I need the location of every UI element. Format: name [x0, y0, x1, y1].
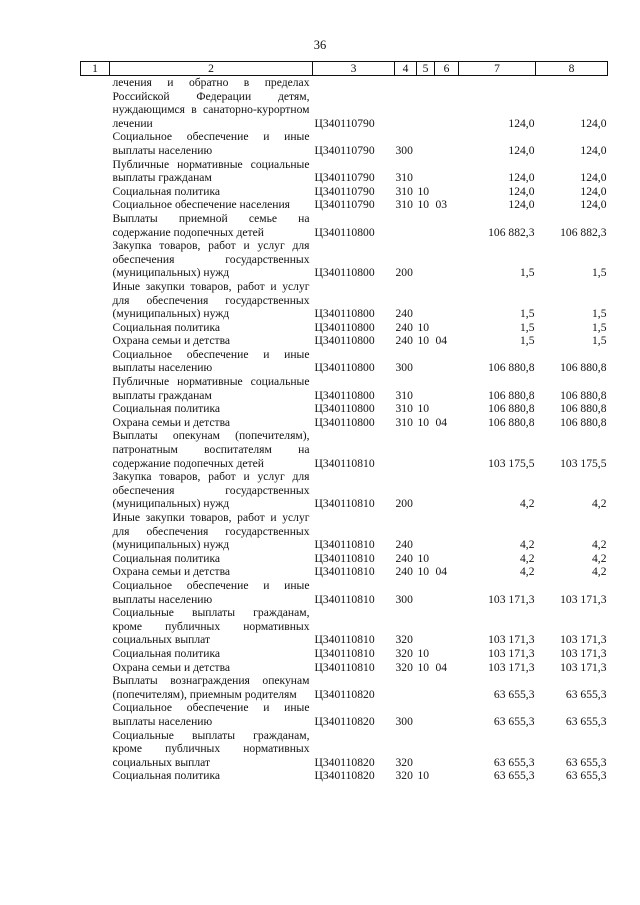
amount-year-1: 4,2	[520, 565, 535, 579]
amount-year-2: 63 655,3	[565, 714, 607, 728]
amount-year-1: 124,0	[508, 198, 535, 212]
table-row	[81, 511, 608, 552]
item-name: Социальная политика	[112, 402, 221, 416]
amount-year-1: 106 882,3	[488, 225, 535, 239]
amount-year-2: 1,5	[592, 266, 607, 280]
column-header-5: 5	[417, 62, 435, 76]
section-code	[417, 76, 435, 131]
column-header-2: 2	[110, 62, 313, 76]
section-code	[417, 606, 435, 647]
item-name: Охрана семьи и детства	[112, 334, 231, 348]
item-name: Социальная политика	[112, 769, 221, 783]
item-name: Социальное обеспечение и иные выплаты населению	[112, 701, 310, 728]
amount-year-1: 103 171,3	[488, 592, 535, 606]
expense-type: 320	[395, 646, 413, 660]
subsection-code	[435, 321, 459, 335]
section-code: 10	[417, 184, 430, 198]
num-cell	[81, 429, 110, 470]
amount-year-2: 124,0	[580, 184, 607, 198]
column-header-1: 1	[81, 62, 110, 76]
num-cell	[81, 334, 110, 348]
item-name: Социальные выплаты гражданам, кроме публичных нормативных социальных выплат	[112, 728, 310, 769]
item-name: Закупка товаров, работ и услуг для обеспечения государственных (муниципальных) нужд	[112, 239, 310, 280]
subsection-code	[435, 130, 459, 157]
section-code	[417, 158, 435, 185]
expense-type: 300	[395, 714, 413, 728]
item-name: Закупка товаров, работ и услуг для обеспечения государственных (муниципальных) нужд	[112, 470, 310, 511]
amount-year-2: 124,0	[580, 171, 607, 185]
target-code: Ц340110800	[314, 225, 375, 239]
amount-year-1: 63 655,3	[493, 714, 535, 728]
expense-type: 310	[395, 171, 413, 185]
subsection-code: 04	[435, 415, 448, 429]
amount-year-1: 124,0	[508, 184, 535, 198]
column-header-8: 8	[536, 62, 608, 76]
target-code: Ц340110800	[314, 334, 375, 348]
target-code: Ц340110820	[314, 755, 375, 769]
amount-year-2: 1,5	[592, 307, 607, 321]
num-cell	[81, 321, 110, 335]
table-row	[81, 402, 608, 416]
section-code	[417, 280, 435, 321]
target-code: Ц340110810	[314, 497, 375, 511]
table-row	[81, 647, 608, 661]
amount-year-2: 4,2	[592, 497, 607, 511]
expense-type: 320	[395, 755, 413, 769]
item-name: Социальная политика	[112, 551, 221, 565]
amount-year-2: 4,2	[592, 551, 607, 565]
target-code: Ц340110810	[314, 551, 375, 565]
table-row	[81, 470, 608, 511]
subsection-code: 03	[435, 198, 448, 212]
header-row	[81, 62, 608, 76]
subsection-code	[435, 606, 459, 647]
table-row	[81, 429, 608, 470]
amount-year-1: 124,0	[508, 116, 535, 130]
table-row	[81, 375, 608, 402]
section-code	[417, 429, 435, 470]
target-code: Ц340110810	[314, 592, 375, 606]
amount-year-1: 1,5	[520, 266, 535, 280]
subsection-code	[435, 239, 459, 280]
table-row	[81, 579, 608, 606]
expense-type	[395, 76, 417, 131]
amount-year-2: 103 171,3	[560, 646, 607, 660]
subsection-code	[435, 579, 459, 606]
amount-year-1: 4,2	[520, 497, 535, 511]
num-cell	[81, 579, 110, 606]
table-row	[81, 769, 608, 783]
num-cell	[81, 416, 110, 430]
table-row	[81, 701, 608, 728]
expense-type: 240	[395, 320, 413, 334]
num-cell	[81, 729, 110, 770]
expense-type: 310	[395, 388, 413, 402]
expense-type: 300	[395, 361, 413, 375]
num-cell	[81, 198, 110, 212]
amount-year-2: 4,2	[592, 565, 607, 579]
amount-year-1: 103 171,3	[488, 646, 535, 660]
amount-year-1: 63 655,3	[493, 687, 535, 701]
amount-year-1: 63 655,3	[493, 755, 535, 769]
table-row	[81, 552, 608, 566]
table-row	[81, 348, 608, 375]
subsection-code: 04	[435, 565, 448, 579]
item-name: Иные закупки товаров, работ и услуг для обеспечения государственных (муниципальных) нужд	[112, 511, 310, 552]
target-code: Ц340110820	[314, 687, 375, 701]
table-row	[81, 185, 608, 199]
amount-year-1: 103 171,3	[488, 633, 535, 647]
target-code: Ц340110810	[314, 456, 375, 470]
item-name: Иные закупки товаров, работ и услуг для обеспечения государственных (муниципальных) нужд	[112, 279, 310, 321]
section-code: 10	[417, 402, 430, 416]
amount-year-1: 106 880,8	[488, 388, 535, 402]
amount-year-2: 63 655,3	[565, 755, 607, 769]
num-cell	[81, 280, 110, 321]
subsection-code	[435, 729, 459, 770]
subsection-code	[435, 429, 459, 470]
table-row	[81, 674, 608, 701]
num-cell	[81, 647, 110, 661]
section-code: 10	[417, 415, 430, 429]
amount-year-2: 106 882,3	[560, 225, 607, 239]
item-name: Охрана семьи и детства	[112, 565, 231, 579]
item-name: Социальное обеспечение и иные выплаты населению	[112, 130, 310, 157]
item-name: Социальная политика	[112, 320, 221, 334]
section-code: 10	[417, 551, 430, 565]
amount-year-1: 4,2	[520, 551, 535, 565]
table-row	[81, 76, 608, 131]
section-code: 10	[417, 646, 430, 660]
table-row	[81, 606, 608, 647]
expense-type: 300	[395, 143, 413, 157]
expense-type	[395, 429, 417, 470]
num-cell	[81, 348, 110, 375]
subsection-code	[435, 769, 459, 783]
expense-type: 240	[395, 307, 413, 321]
target-code: Ц340110800	[314, 266, 375, 280]
item-name: Социальное обеспечение и иные выплаты населению	[112, 347, 310, 375]
subsection-code	[435, 511, 459, 552]
amount-year-1: 124,0	[508, 143, 535, 157]
expense-type: 310	[395, 184, 413, 198]
target-code: Ц340110790	[314, 198, 375, 212]
amount-year-2: 124,0	[580, 198, 607, 212]
subsection-code	[435, 701, 459, 728]
target-code: Ц340110810	[314, 646, 375, 660]
target-code: Ц340110800	[314, 415, 375, 429]
column-header-3: 3	[313, 62, 395, 76]
table-row	[81, 321, 608, 335]
section-code	[417, 579, 435, 606]
subsection-code	[435, 647, 459, 661]
amount-year-2: 4,2	[592, 538, 607, 552]
item-name: Публичные нормативные социальные выплаты гражданам	[112, 375, 310, 402]
item-name: Социальная политика	[112, 646, 221, 660]
amount-year-2: 106 880,8	[560, 361, 607, 375]
expense-type: 240	[395, 551, 413, 565]
section-code	[417, 729, 435, 770]
amount-year-1: 103 175,5	[488, 456, 535, 470]
section-code	[417, 511, 435, 552]
page-number: 36	[313, 38, 327, 52]
expense-type: 200	[395, 266, 413, 280]
section-code: 10	[417, 320, 430, 334]
section-code	[417, 130, 435, 157]
num-cell	[81, 552, 110, 566]
num-cell	[81, 375, 110, 402]
subsection-code	[435, 674, 459, 701]
amount-year-2: 103 171,3	[560, 592, 607, 606]
section-code	[417, 674, 435, 701]
expense-type: 320	[395, 633, 413, 647]
column-header-6: 6	[435, 62, 459, 76]
num-cell	[81, 402, 110, 416]
target-code: Ц340110790	[314, 184, 375, 198]
num-cell	[81, 606, 110, 647]
amount-year-2: 106 880,8	[560, 402, 607, 416]
subsection-code	[435, 375, 459, 402]
amount-year-1: 106 880,8	[488, 415, 535, 429]
amount-year-1: 63 655,3	[493, 769, 535, 783]
item-name: Выплаты приемной семье на содержание подопечных детей	[112, 211, 310, 239]
num-cell	[81, 701, 110, 728]
amount-year-1: 4,2	[520, 538, 535, 552]
table-row	[81, 130, 608, 157]
target-code: Ц340110800	[314, 388, 375, 402]
target-code: Ц340110800	[314, 402, 375, 416]
table-body	[81, 76, 608, 783]
amount-year-1: 106 880,8	[488, 402, 535, 416]
table-row	[81, 239, 608, 280]
item-name: Выплаты опекунам (попечителям), патронатным воспитателям на содержание подопечных детей	[112, 429, 310, 470]
column-header-4: 4	[395, 62, 417, 76]
subsection-code	[435, 470, 459, 511]
table-row	[81, 416, 608, 430]
amount-year-1: 106 880,8	[488, 361, 535, 375]
amount-year-2: 124,0	[580, 143, 607, 157]
num-cell	[81, 212, 110, 239]
num-cell	[81, 769, 110, 783]
expense-type: 240	[395, 565, 413, 579]
expense-type: 310	[395, 402, 413, 416]
table-row	[81, 334, 608, 348]
table-row	[81, 212, 608, 239]
section-code	[417, 212, 435, 239]
item-name: Социальное обеспечение населения	[112, 198, 291, 212]
item-name: Выплаты вознаграждения опекунам (попечителям), приемным родителям	[112, 674, 310, 701]
subsection-code	[435, 185, 459, 199]
item-name: Социальные выплаты гражданам, кроме публичных нормативных социальных выплат	[112, 606, 310, 647]
amount-year-1: 1,5	[520, 320, 535, 334]
expense-type: 310	[395, 415, 413, 429]
column-header-7: 7	[459, 62, 536, 76]
amount-year-2: 124,0	[580, 116, 607, 130]
table-row	[81, 565, 608, 579]
expense-type: 200	[395, 497, 413, 511]
section-code	[417, 239, 435, 280]
item-name: Социальное обеспечение и иные выплаты населению	[112, 578, 310, 606]
amount-year-2: 106 880,8	[560, 388, 607, 402]
target-code: Ц340110820	[314, 714, 375, 728]
target-code: Ц340110810	[314, 660, 375, 674]
budget-table	[80, 61, 608, 783]
subsection-code: 04	[435, 660, 448, 674]
num-cell	[81, 511, 110, 552]
section-code	[417, 375, 435, 402]
expense-type: 320	[395, 769, 413, 783]
num-cell	[81, 565, 110, 579]
target-code: Ц340110810	[314, 565, 375, 579]
table-row	[81, 729, 608, 770]
expense-type: 300	[395, 592, 413, 606]
target-code: Ц340110790	[314, 143, 375, 157]
expense-type	[395, 674, 417, 701]
num-cell	[81, 239, 110, 280]
item-name: Охрана семьи и детства	[112, 415, 231, 429]
expense-type	[395, 212, 417, 239]
expense-type: 310	[395, 198, 413, 212]
subsection-code	[435, 212, 459, 239]
amount-year-2: 1,5	[592, 334, 607, 348]
item-name: Публичные нормативные социальные выплаты гражданам	[112, 157, 310, 185]
section-code: 10	[417, 565, 430, 579]
subsection-code	[435, 552, 459, 566]
table-row	[81, 198, 608, 212]
num-cell	[81, 158, 110, 185]
num-cell	[81, 185, 110, 199]
subsection-code	[435, 280, 459, 321]
section-code: 10	[417, 198, 430, 212]
section-code	[417, 701, 435, 728]
num-cell	[81, 130, 110, 157]
section-code	[417, 470, 435, 511]
subsection-code	[435, 402, 459, 416]
num-cell	[81, 674, 110, 701]
num-cell	[81, 661, 110, 675]
amount-year-1: 103 171,3	[488, 660, 535, 674]
amount-year-2: 103 171,3	[560, 660, 607, 674]
target-code: Ц340110800	[314, 320, 375, 334]
table-header	[81, 62, 608, 76]
expense-type: 240	[395, 538, 413, 552]
target-code: Ц340110800	[314, 361, 375, 375]
subsection-code	[435, 158, 459, 185]
num-cell	[81, 470, 110, 511]
amount-year-2: 103 171,3	[560, 633, 607, 647]
item-name: Социальная политика	[112, 184, 221, 198]
section-code: 10	[417, 334, 430, 348]
target-code: Ц340110810	[314, 538, 375, 552]
table-row	[81, 280, 608, 321]
section-code	[417, 348, 435, 375]
subsection-code: 04	[435, 334, 448, 348]
amount-year-2: 106 880,8	[560, 415, 607, 429]
amount-year-2: 103 175,5	[560, 456, 607, 470]
subsection-code	[435, 348, 459, 375]
target-code: Ц340110810	[314, 633, 375, 647]
item-name: Охрана семьи и детства	[112, 660, 231, 674]
amount-year-2: 1,5	[592, 320, 607, 334]
amount-year-1: 124,0	[508, 171, 535, 185]
target-code: Ц340110790	[314, 116, 375, 130]
expense-type: 240	[395, 334, 413, 348]
section-code: 10	[417, 769, 430, 783]
amount-year-1: 1,5	[520, 334, 535, 348]
target-code: Ц340110800	[314, 307, 375, 321]
table-row	[81, 158, 608, 185]
subsection-code	[435, 76, 459, 131]
target-code: Ц340110790	[314, 171, 375, 185]
num-cell	[81, 76, 110, 131]
table-row	[81, 661, 608, 675]
target-code: Ц340110820	[314, 769, 375, 783]
amount-year-2: 63 655,3	[565, 769, 607, 783]
amount-year-2: 63 655,3	[565, 687, 607, 701]
item-name: лечения и обратно в пределах Российской Федерации детям, нуждающимся в санаторно-курортном лечении	[112, 76, 310, 130]
expense-type: 320	[395, 660, 413, 674]
section-code: 10	[417, 660, 430, 674]
amount-year-1: 1,5	[520, 307, 535, 321]
